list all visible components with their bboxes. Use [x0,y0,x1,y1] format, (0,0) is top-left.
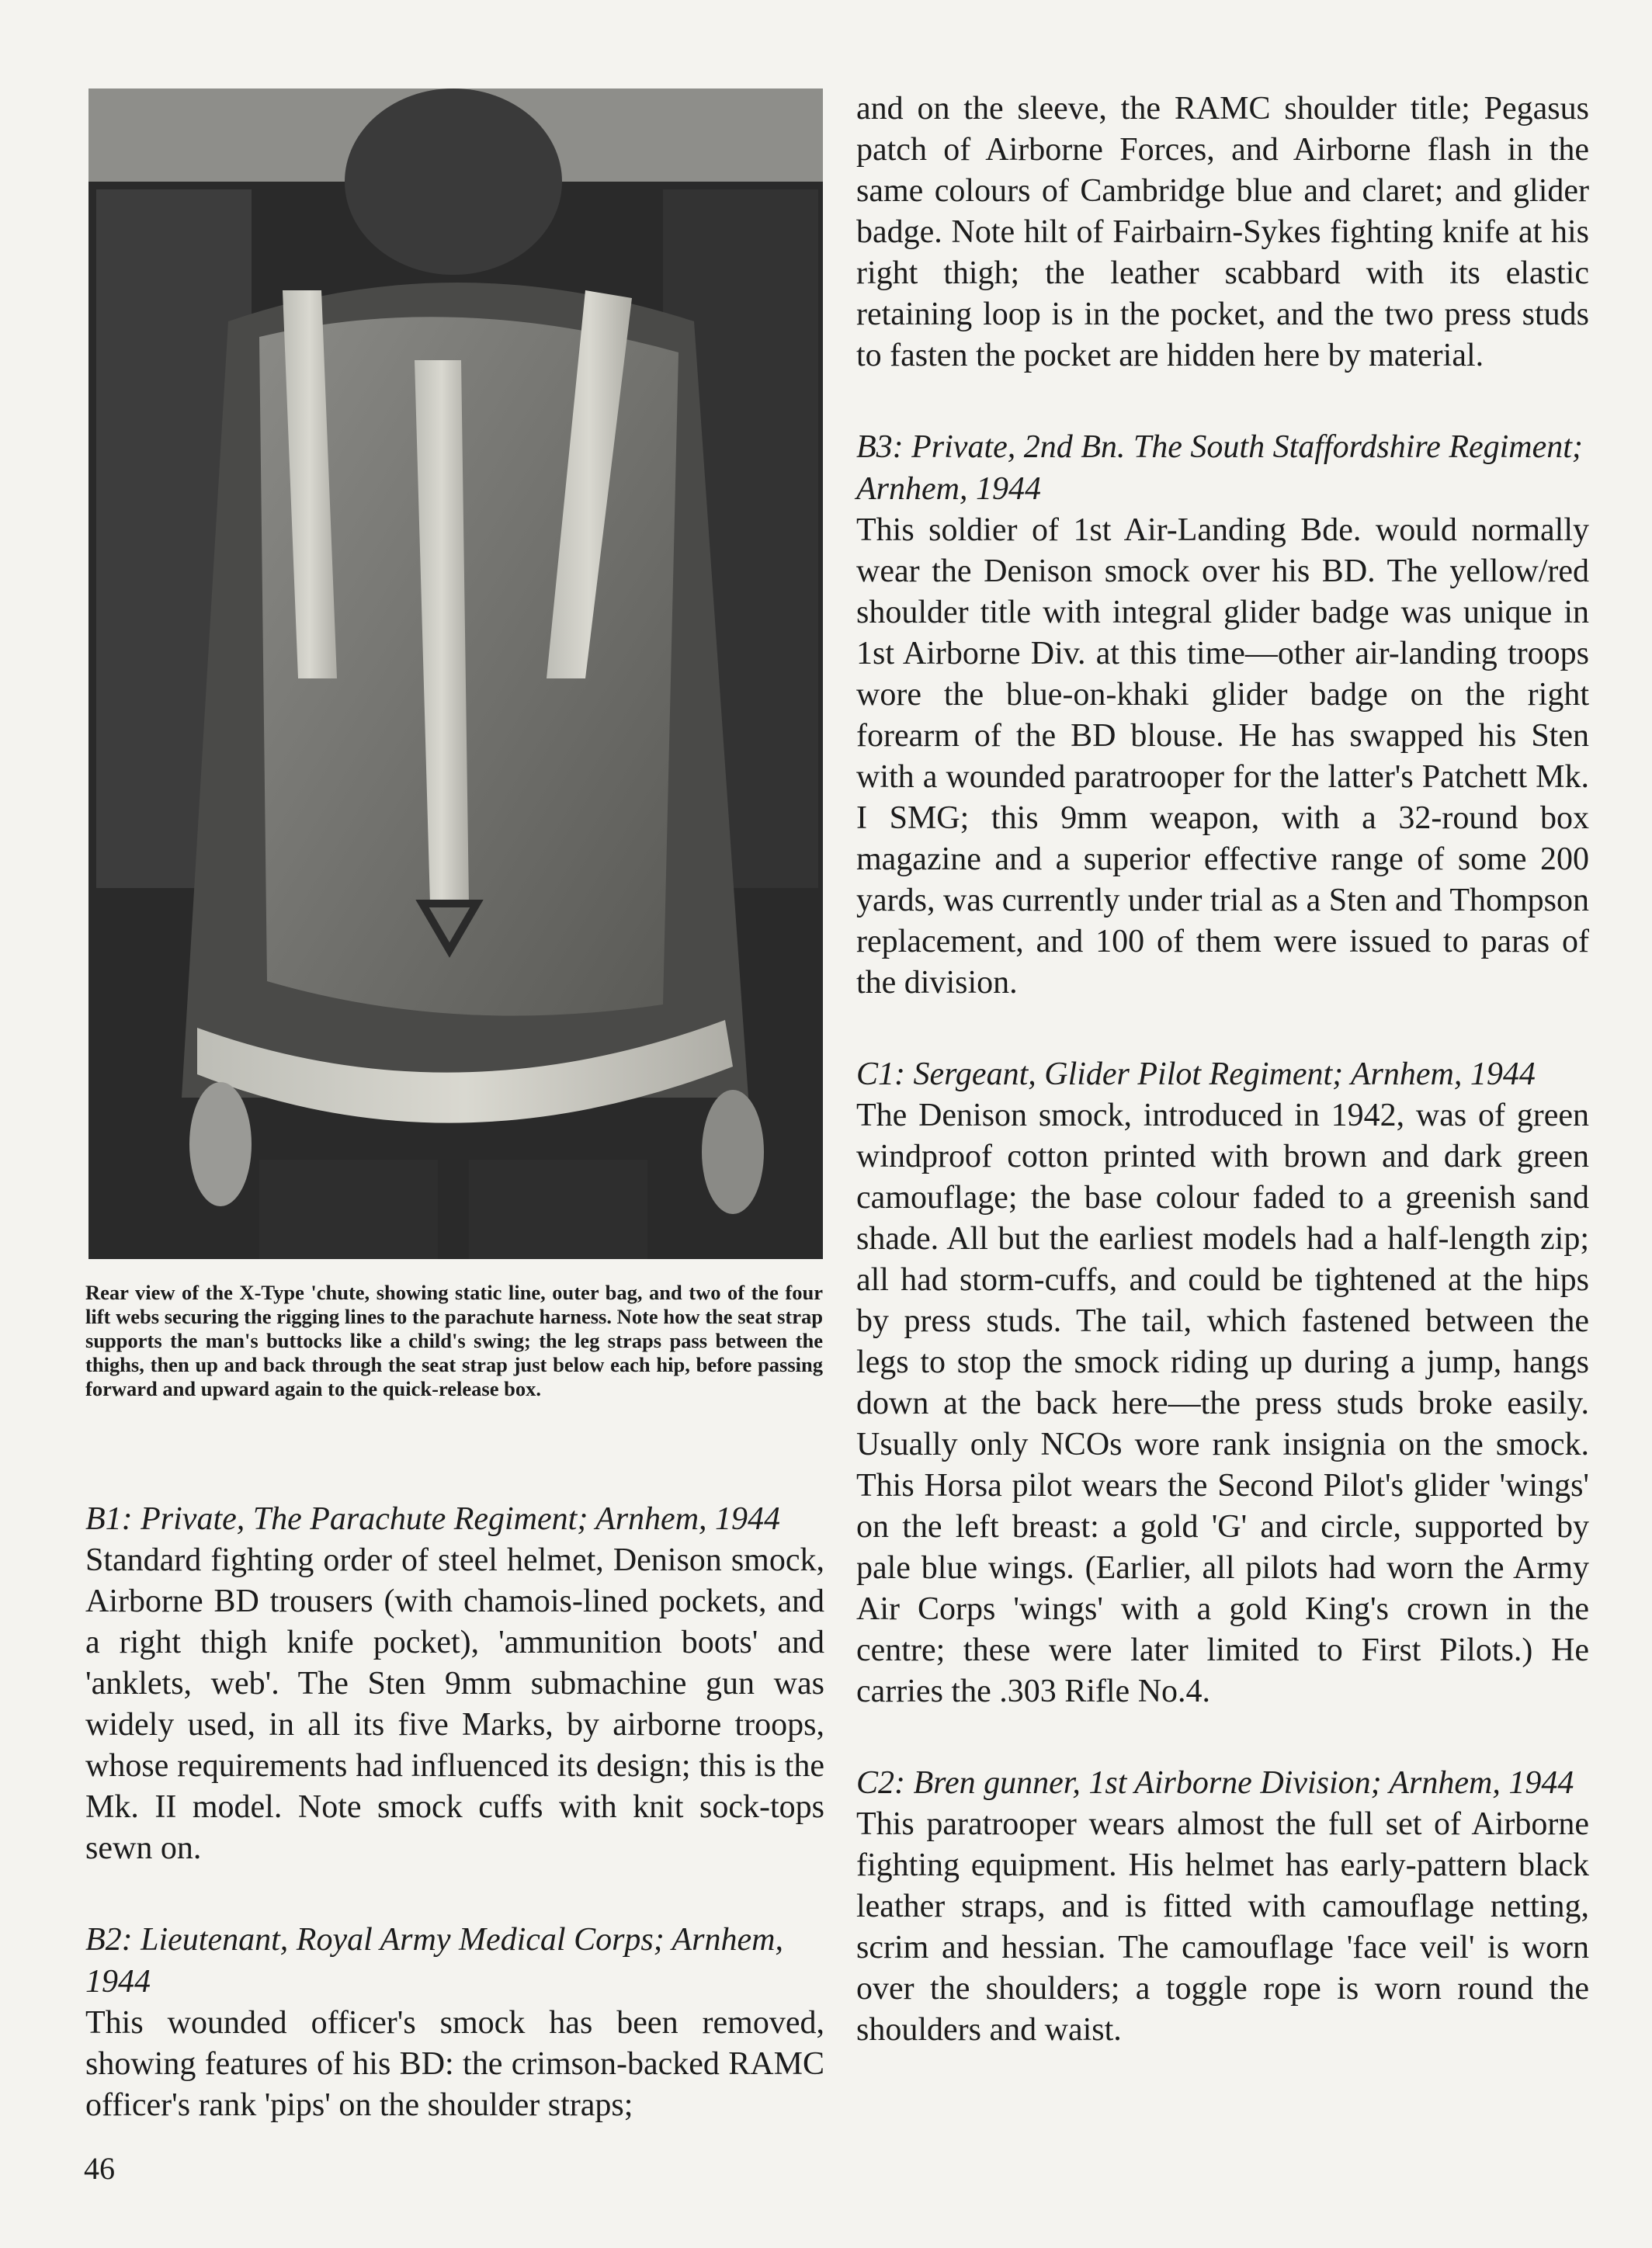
entry-b3 [856,426,1589,1004]
entry-c2 [856,1762,1589,2051]
entry-b1 [85,1498,824,1869]
photo-caption: Rear view of the X-Type 'chute, showing static line, outer bag, and two of the four lift webs securing the rigging lines to the parachute harness. Note how the seat strap supports the man's buttocks like a child's swing; the leg straps pass between the thighs, then up and back through the seat strap just below each hip, before passing forward and upward again to the quick-release box. [85,1281,823,1400]
entry-heading: B2: Lieutenant, Royal Army Medical Corps; Arnhem, 1944 [85,1922,783,2000]
entry-body: This paratrooper wears almost the full set of Airborne fighting equipment. His helmet has early-pattern black leather straps, and is fitted with camouflage netting, scrim and hessian. The camouflage 'face veil' is worn over the shoulders; a toggle rope is worn round the shoulders and waist. [856,1806,1589,2048]
entry-c1 [856,1053,1589,1712]
entry-body: This wounded officer's smock has been removed, showing features of his BD: the crimson-backed RAMC officer's rank 'pips' on the shoulder straps; [85,2005,824,2123]
left-column [85,1498,824,2126]
entry-body: The Denison smock, introduced in 1942, was of green windproof cotton printed with brown and dark green camouflage; the base colour faded to a greenish sand shade. All but the earliest models had a half-length zip; all had storm-cuffs, and could be tightened at the hips by press studs. The tail, which fastened between the legs to stop the smock riding up during a jump, hangs down at the back here—the press studs broke easily. Usually only NCOs wore rank insignia on the smock. This Horsa pilot wears the Second Pilot's glider 'wings' on the left breast: a gold 'G' and circle, supported by pale blue wings. (Earlier, all pilots had worn the Army Air Corps 'wings' with a gold King's crown in the centre; these were later limited to First Pilots.) He carries the .303 Rifle No.4. [856,1098,1589,1709]
page-number: 46 [84,2151,115,2186]
entry-b2 [85,1919,824,2126]
right-column [856,88,1589,2051]
entry-b2-continued [856,88,1589,376]
entry-heading: C1: Sergeant, Glider Pilot Regiment; Arnhem, 1944 [856,1056,1536,1092]
entry-heading: B3: Private, 2nd Bn. The South Staffordshire Regiment; Arnhem, 1944 [856,429,1583,507]
parachute-photo [88,88,823,1259]
entry-body: and on the sleeve, the RAMC shoulder title; Pegasus patch of Airborne Forces, and Airborne flash in the same colours of Cambridge blue and claret; and glider badge. Note hilt of Fairbairn-Sykes fighting knife at his right thigh; the leather scabbard with its elastic retaining loop is in the pocket, and the two press studs to fasten the pocket are hidden here by material. [856,91,1589,373]
entry-heading: B1: Private, The Parachute Regiment; Arnhem, 1944 [85,1501,781,1537]
photo-parachute-rear-view-icon [88,88,823,1259]
entry-body: Standard fighting order of steel helmet, Denison smock, Airborne BD trousers (with chamois-lined pockets, and a right thigh knife pocket), 'ammunition boots' and 'anklets, web'. The Sten 9mm submachine gun was widely used, in all its five Marks, by airborne troops, whose requirements had influenced its design; this is the Mk. II model. Note smock cuffs with knit sock-tops sewn on. [85,1542,824,1866]
entry-heading: C2: Bren gunner, 1st Airborne Division; Arnhem, 1944 [856,1765,1574,1801]
entry-body: This soldier of 1st Air-Landing Bde. would normally wear the Denison smock over his BD. The yellow/red shoulder title with integral glider badge was unique in 1st Airborne Div. at this time—other air-landing troops wore the blue-on-khaki glider badge on the right forearm of the BD blouse. He has swapped his Sten with a wounded paratrooper for the latter's Patchett Mk. I SMG; this 9mm weapon, with a 32-round box magazine and a superior effective range of some 200 yards, was currently under trial as a Sten and Thompson replacement, and 100 of them were issued to paras of the division. [856,512,1589,1001]
